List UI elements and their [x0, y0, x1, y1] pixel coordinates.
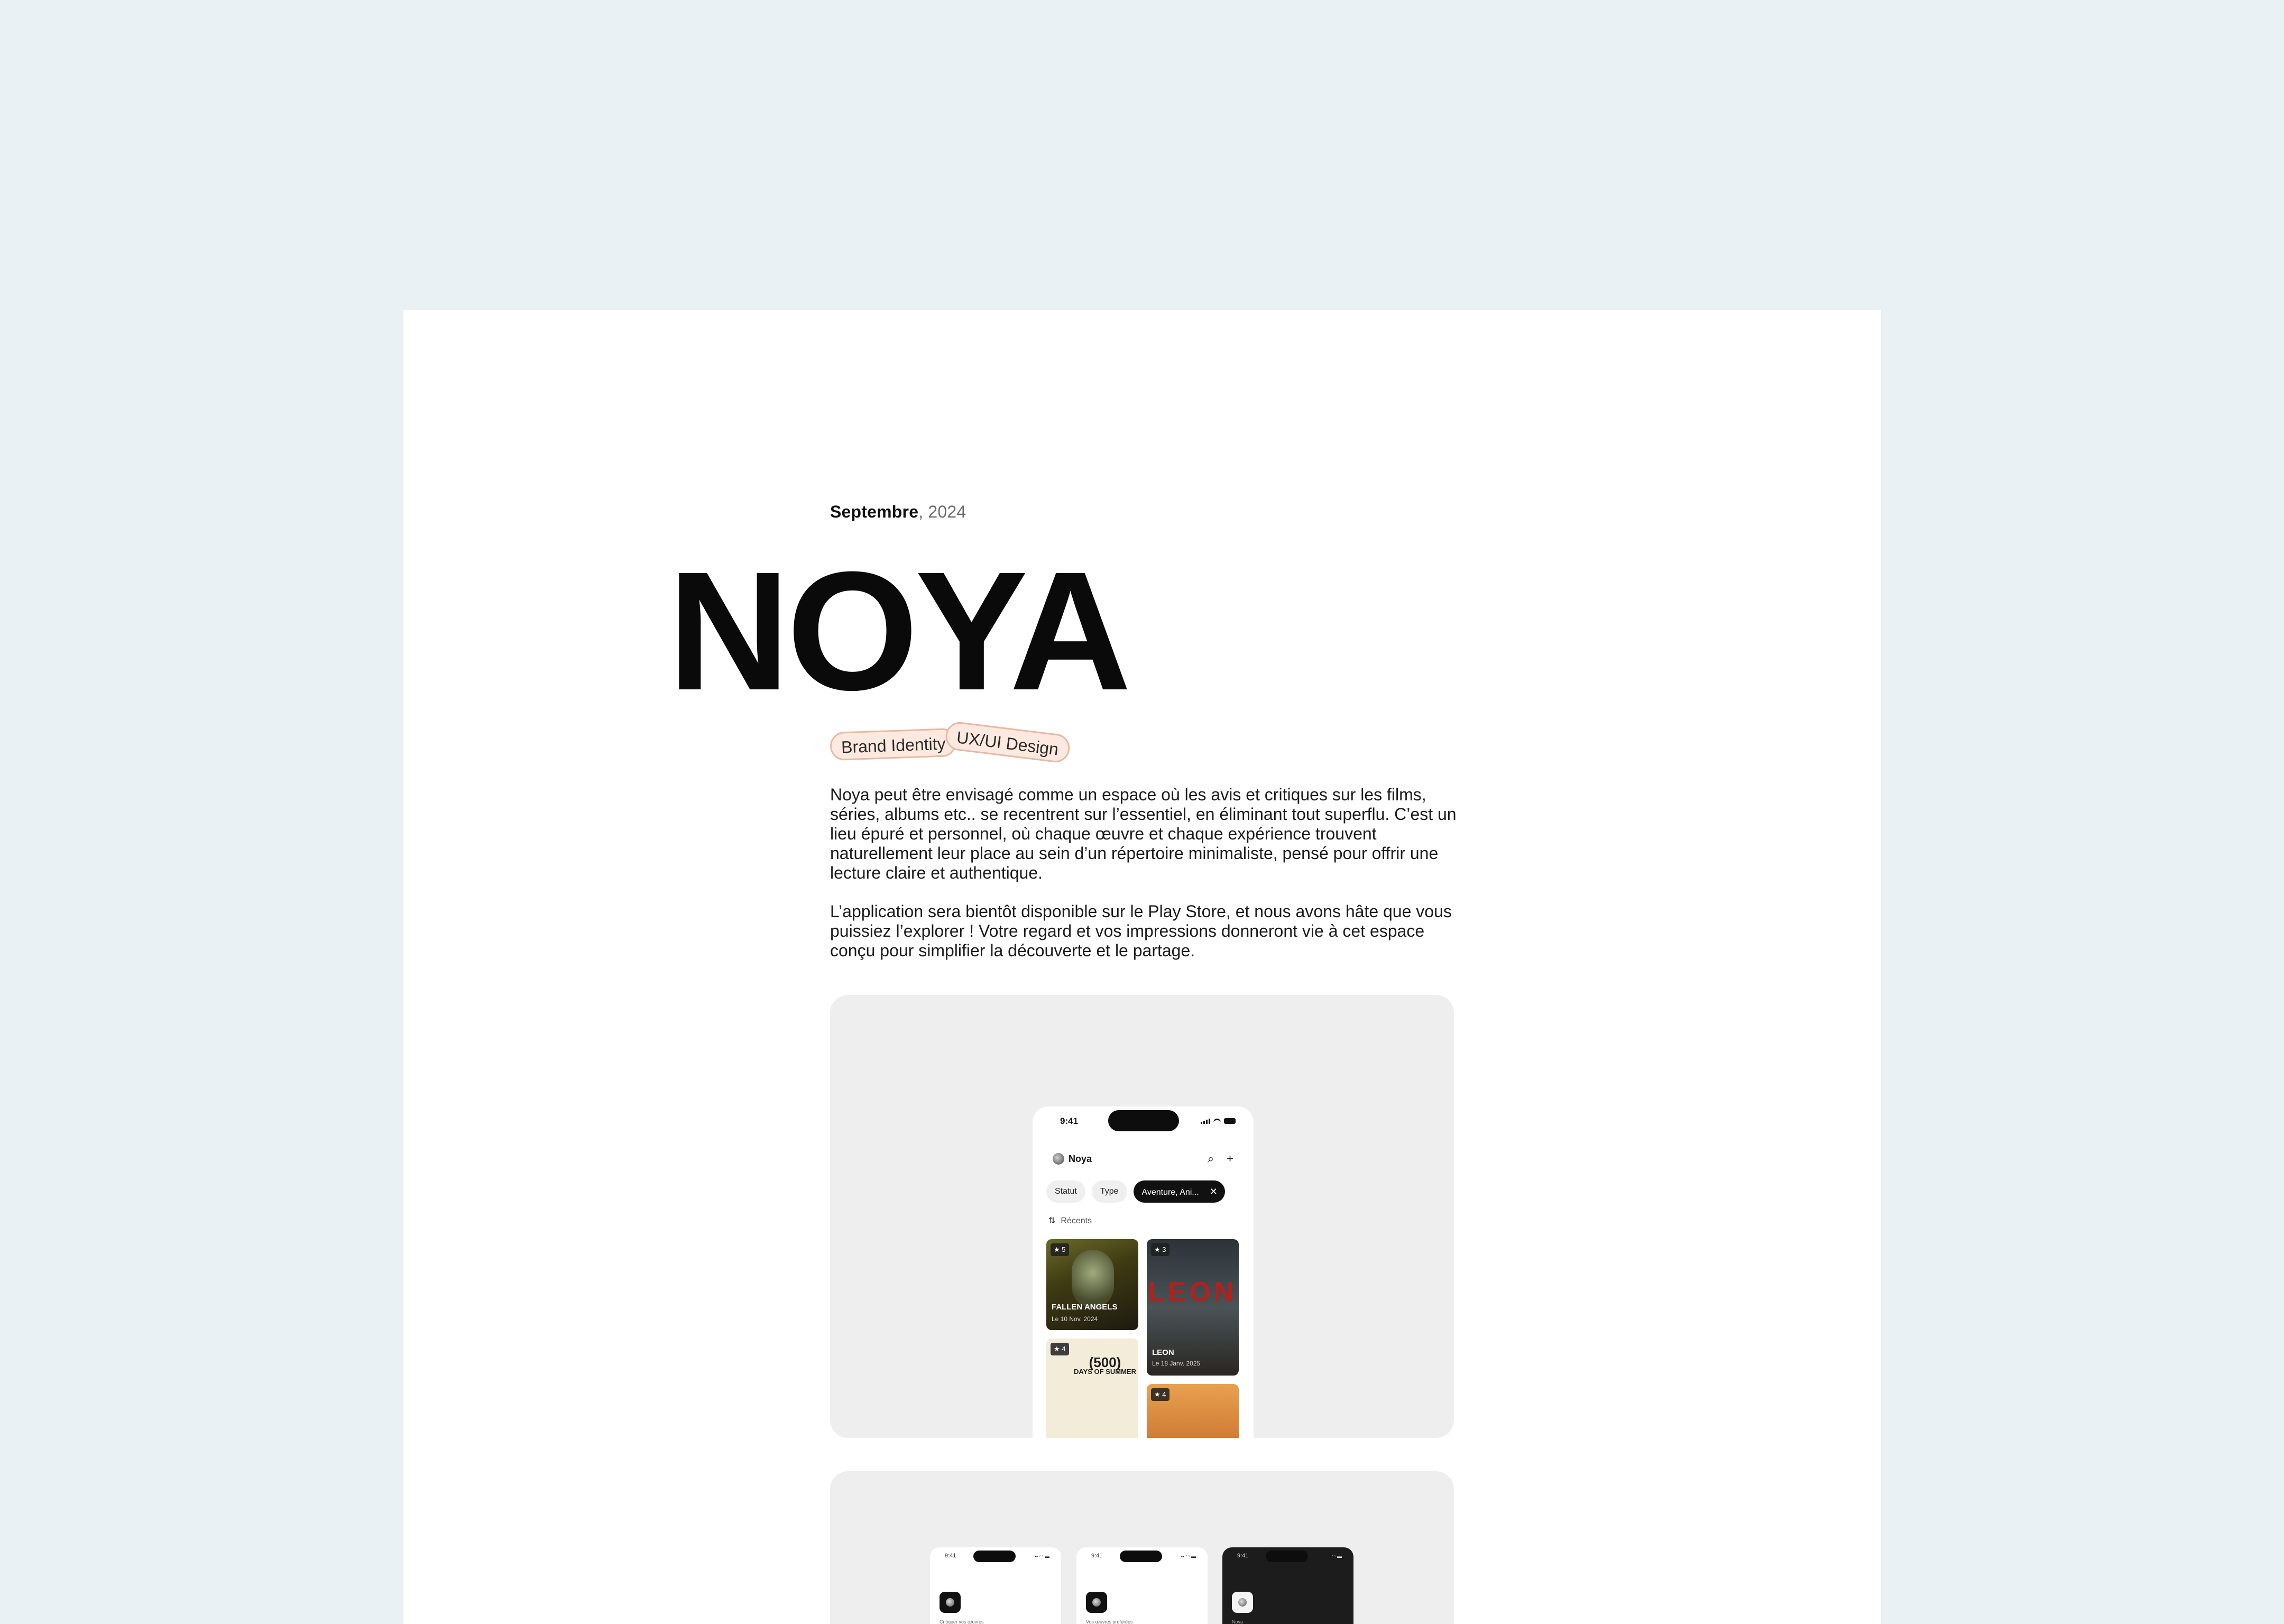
sort-label: Récents	[1061, 1216, 1092, 1225]
dynamic-island	[1120, 1551, 1162, 1562]
app-header	[1053, 1153, 1092, 1165]
header-actions	[1208, 1152, 1233, 1166]
phone-mockup	[1033, 1106, 1254, 1438]
wifi-icon	[1213, 1119, 1221, 1124]
mini-phone-mockup	[930, 1547, 1061, 1624]
mini-phone-mockup	[1076, 1547, 1208, 1624]
status-icons: ▪▪ ◠ ▬	[1034, 1554, 1049, 1559]
media-card[interactable]	[1147, 1384, 1239, 1438]
media-card[interactable]	[1147, 1239, 1239, 1376]
project-description	[830, 785, 1459, 980]
app-name: Noya	[1069, 1153, 1092, 1164]
project-month: Septembre	[830, 502, 919, 521]
status-time: 9:41	[1237, 1553, 1249, 1559]
tag-brand-identity: Brand Identity	[830, 728, 957, 761]
app-logo-icon	[1232, 1592, 1253, 1613]
poster-subtitle: DAYS OF SUMMER	[1074, 1368, 1136, 1376]
filter-chips	[1046, 1180, 1225, 1203]
poster-text	[1074, 1354, 1136, 1376]
screen-caption: Noya	[1232, 1619, 1244, 1624]
screens-preview-card	[830, 1471, 1454, 1624]
poster-image	[1072, 1250, 1114, 1308]
close-icon[interactable]: ✕	[1209, 1186, 1218, 1197]
media-title: LEON	[1152, 1348, 1174, 1357]
dynamic-island	[973, 1551, 1016, 1562]
project-title: NOYA	[668, 536, 1129, 725]
media-title: FALLEN ANGELS	[1052, 1303, 1118, 1312]
project-year: , 2024	[918, 502, 966, 521]
tag-ux-ui-design: UX/UI Design	[944, 721, 1072, 764]
app-logo-icon	[1053, 1153, 1064, 1165]
rating-badge: ★ 3	[1151, 1243, 1169, 1256]
chip-genre-active[interactable]	[1134, 1180, 1225, 1203]
search-icon[interactable]: ⌕	[1207, 1152, 1214, 1165]
status-time: 9:41	[945, 1553, 956, 1559]
media-date: Le 18 Janv. 2025	[1152, 1360, 1201, 1367]
battery-icon	[1224, 1118, 1236, 1124]
status-time: 9:41	[1091, 1553, 1103, 1559]
description-paragraph: Noya peut être envisagé comme un espace où les avis et critiques sur les films, séries, albums etc.. se recentrent sur l’essentiel, en éliminant tout superflu. C’est un lieu épuré et personnel, où chaque œuvre et chaque expérience trouvent naturellement leur place au sein d’un répertoire minimaliste, pensé pour offrir une lecture claire et authentique.	[830, 785, 1457, 882]
media-card[interactable]	[1046, 1239, 1138, 1330]
rating-badge: ★ 4	[1051, 1343, 1069, 1355]
chip-statut[interactable]: Statut	[1046, 1180, 1085, 1203]
status-time: 9:41	[1060, 1116, 1079, 1126]
screen-caption: Critiquer vos œuvres	[940, 1619, 984, 1624]
rating-badge: ★ 4	[1151, 1388, 1169, 1401]
media-date: Le 10 Nov. 2024	[1052, 1315, 1098, 1323]
dynamic-island	[1266, 1551, 1308, 1562]
media-card[interactable]	[1046, 1339, 1138, 1438]
poster-text: LEON	[1148, 1277, 1237, 1307]
status-icons	[1201, 1118, 1236, 1124]
sort-control[interactable]	[1048, 1215, 1092, 1226]
add-icon[interactable]: +	[1227, 1152, 1233, 1165]
dynamic-island	[1108, 1110, 1179, 1131]
status-icons: ▪▪ ◠ ▬	[1181, 1554, 1196, 1559]
portfolio-sheet	[403, 310, 1881, 1624]
status-icons: ◠ ▬	[1331, 1554, 1342, 1559]
poster-number: (500)	[1089, 1354, 1121, 1370]
app-logo-icon	[1086, 1592, 1107, 1613]
project-date	[830, 502, 966, 522]
description-paragraph: L’application sera bientôt disponible sur le Play Store, et nous avons hâte que vous puissiez l’explorer ! Votre regard et vos impressions donneront vie à cet espace conçu pour simplifier la découverte et le partage.	[830, 902, 1452, 960]
signal-icon	[1201, 1119, 1210, 1124]
chip-genre-label: Aventure, Ani...	[1141, 1188, 1199, 1197]
chip-type[interactable]: Type	[1092, 1180, 1127, 1203]
rating-badge: ★ 5	[1051, 1243, 1069, 1256]
screen-caption: Vos œuvres préférées	[1086, 1619, 1133, 1624]
app-preview-card	[830, 995, 1454, 1438]
sort-icon: ⇅	[1048, 1216, 1056, 1225]
mini-phone-mockup-dark	[1222, 1547, 1353, 1624]
app-logo-icon	[940, 1592, 961, 1613]
